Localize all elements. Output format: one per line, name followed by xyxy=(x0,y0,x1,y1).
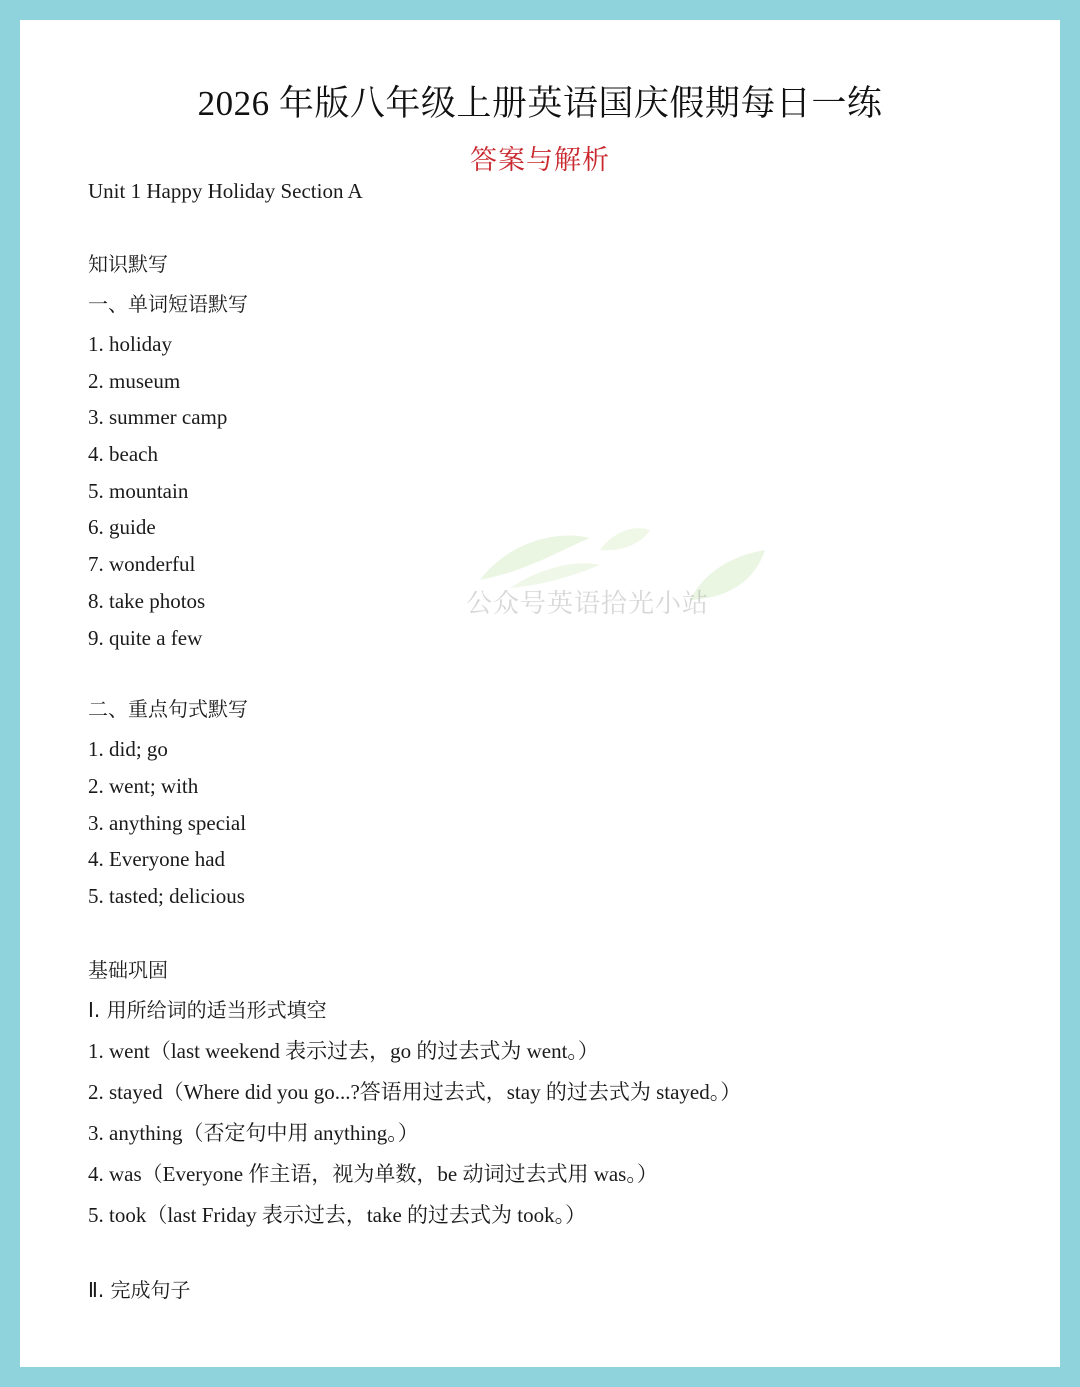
list-item: 4. was（Everyone 作主语，视为单数，be 动词过去式用 was。） xyxy=(88,1161,658,1186)
section-heading-knowledge: 知识默写 xyxy=(88,252,168,276)
list-item: 1. holiday xyxy=(88,332,172,356)
sentence-answer-list xyxy=(88,735,1028,910)
word-answer-list xyxy=(88,330,1028,652)
list-item: 2. went; with xyxy=(88,773,199,798)
page-subtitle: 答案与解析 xyxy=(470,145,610,175)
list-item: 1. went（last weekend 表示过去，go 的过去式为 went。） xyxy=(88,1038,599,1063)
part-heading-complete-sentences: Ⅱ. 完成句子 xyxy=(88,1277,191,1302)
list-item: 5. mountain xyxy=(88,478,189,503)
list-item: 2. stayed（Where did you go...?答语用过去式，stay 的过去式为 stayed。） xyxy=(88,1079,742,1104)
list-item: 7. wonderful xyxy=(88,552,196,577)
list-item: 1. did; go xyxy=(88,737,168,762)
part-heading-words: 一、单词短语默写 xyxy=(88,292,248,316)
list-item: 5. tasted; delicious xyxy=(88,883,245,908)
list-item: 2. museum xyxy=(88,368,181,393)
fill-in-answer-list xyxy=(88,1037,1028,1229)
list-item: 3. anything special xyxy=(88,810,247,835)
list-item: 9. quite a few xyxy=(88,625,203,650)
list-item: 3. summer camp xyxy=(88,405,228,430)
answer-sheet xyxy=(20,20,1060,1367)
section-heading-basics: 基础巩固 xyxy=(88,957,168,982)
page-title: 2026 年版八年级上册英语国庆假期每日一练 xyxy=(197,84,883,123)
answer-content xyxy=(88,250,1028,1304)
watermark-text: 公众号英语拾光小站 xyxy=(466,589,710,619)
list-item: 4. beach xyxy=(88,442,158,467)
list-item: 4. Everyone had xyxy=(88,847,226,872)
list-item: 6. guide xyxy=(88,515,156,540)
list-item: 3. anything（否定句中用 anything。） xyxy=(88,1120,419,1145)
list-item: 5. took（last Friday 表示过去，take 的过去式为 took。） xyxy=(88,1202,587,1227)
list-item: 8. take photos xyxy=(88,588,206,613)
unit-line: Unit 1 Happy Holiday Section A xyxy=(88,179,363,203)
part-heading-fill-in: Ⅰ. 用所给词的适当形式填空 xyxy=(88,997,327,1022)
part-heading-sentences: 二、重点句式默写 xyxy=(88,697,248,722)
